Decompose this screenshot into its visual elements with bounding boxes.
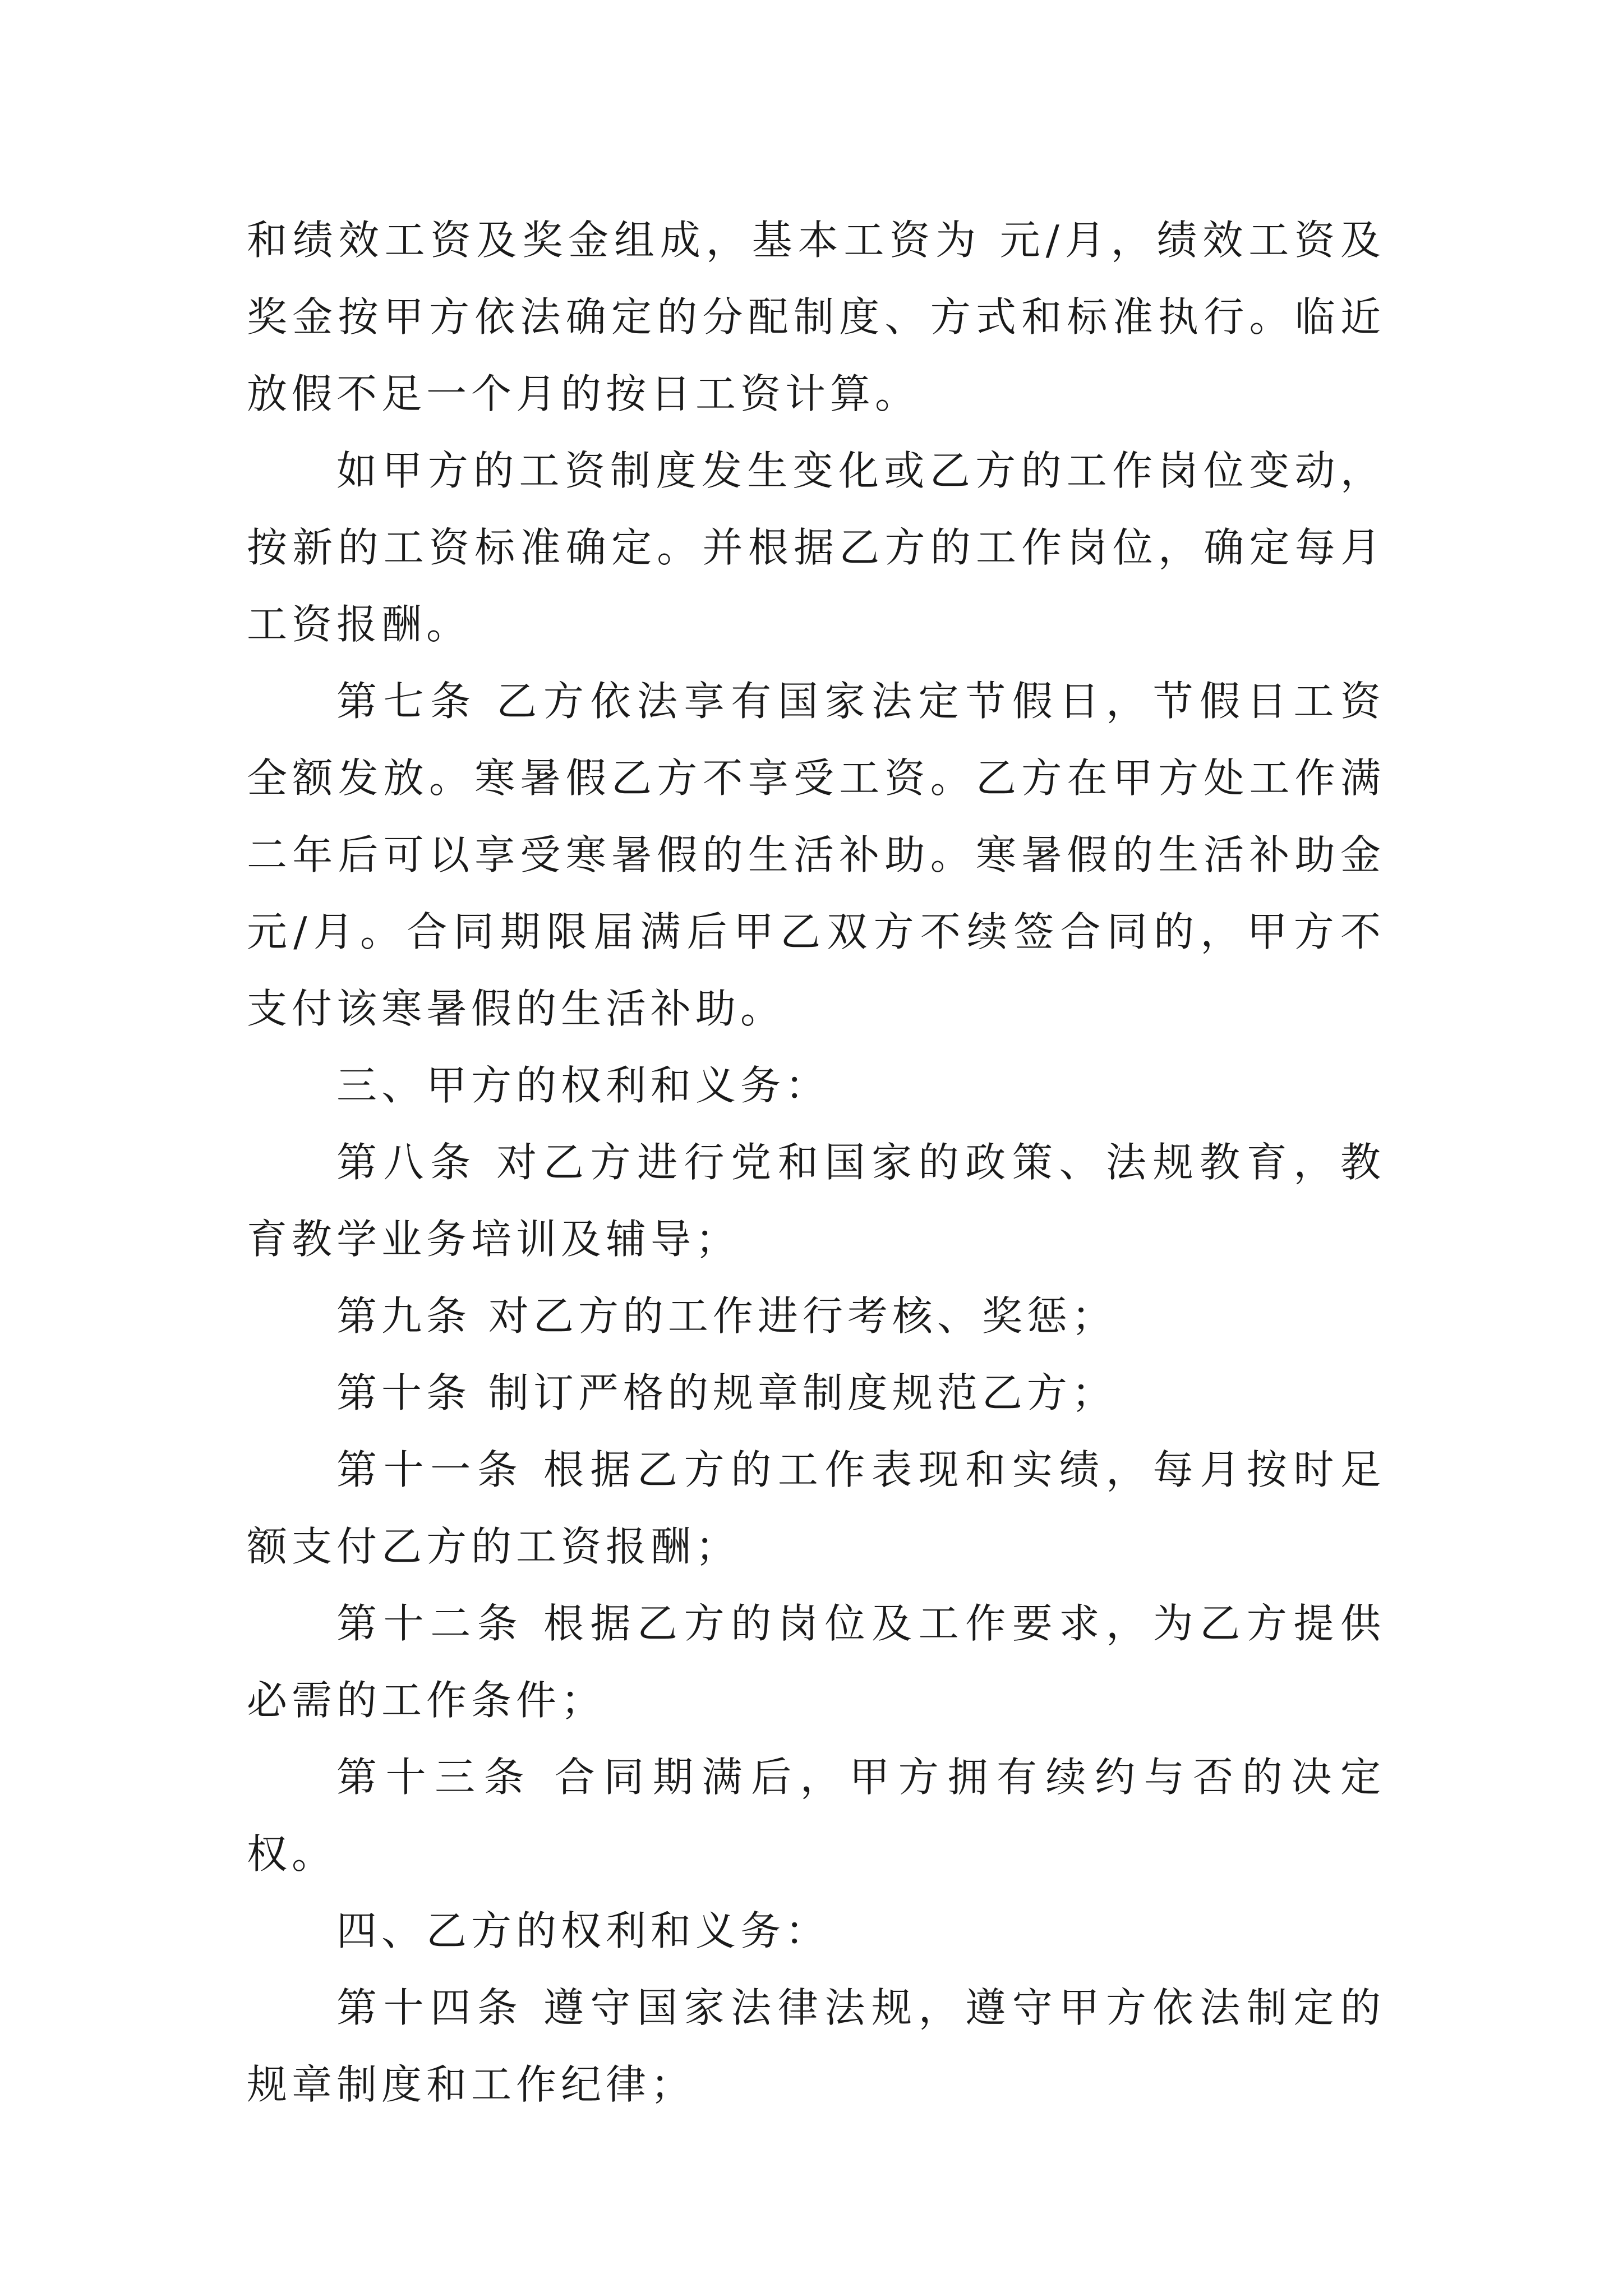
paragraph-article-10: 第十条 制订严格的规章制度规范乙方； — [336, 1369, 1117, 1416]
paragraph-article-8: 第八条 对乙方进行党和国家的政策、法规教育，教育教学业务培训及辅导； — [247, 1139, 1385, 1263]
paragraph-salary-change: 如甲方的工资制度发生变化或乙方的工作岗位变动，按新的工资标准确定。并根据乙方的工作岗位，确定每月工资报酬。 — [247, 447, 1385, 648]
section-heading-party-b: 四、乙方的权利和义务： — [336, 1907, 831, 1954]
paragraph-article-9: 第九条 对乙方的工作进行考核、奖惩； — [336, 1292, 1117, 1340]
document-body — [247, 202, 1385, 2123]
paragraph-article-14: 第十四条 遵守国家法律法规，遵守甲方依法制定的规章制度和工作纪律； — [247, 1984, 1385, 2108]
section-heading-party-a: 三、甲方的权利和义务： — [336, 1062, 831, 1109]
paragraph-salary-composition: 和绩效工资及奖金组成，基本工资为 元/月，绩效工资及奖金按甲方依法确定的分配制度、方式和标准执行。临近放假不足一个月的按日工资计算。 — [247, 217, 1385, 417]
paragraph-article-12: 第十二条 根据乙方的岗位及工作要求，为乙方提供必需的工作条件； — [247, 1600, 1385, 1724]
paragraph-article-7: 第七条 乙方依法享有国家法定节假日，节假日工资全额发放。寒暑假乙方不享受工资。乙方在甲方处工作满二年后可以享受寒暑假的生活补助。寒暑假的生活补助金 元/月。合同期限届满后甲乙双方不续签合同的，甲方不支付该寒暑假的生活补助。 — [247, 678, 1385, 1032]
paragraph-article-11: 第十一条 根据乙方的工作表现和实绩，每月按时足额支付乙方的工资报酬； — [247, 1446, 1385, 1570]
paragraph-article-13: 第十三条 合同期满后，甲方拥有续约与否的决定权。 — [247, 1754, 1385, 1878]
